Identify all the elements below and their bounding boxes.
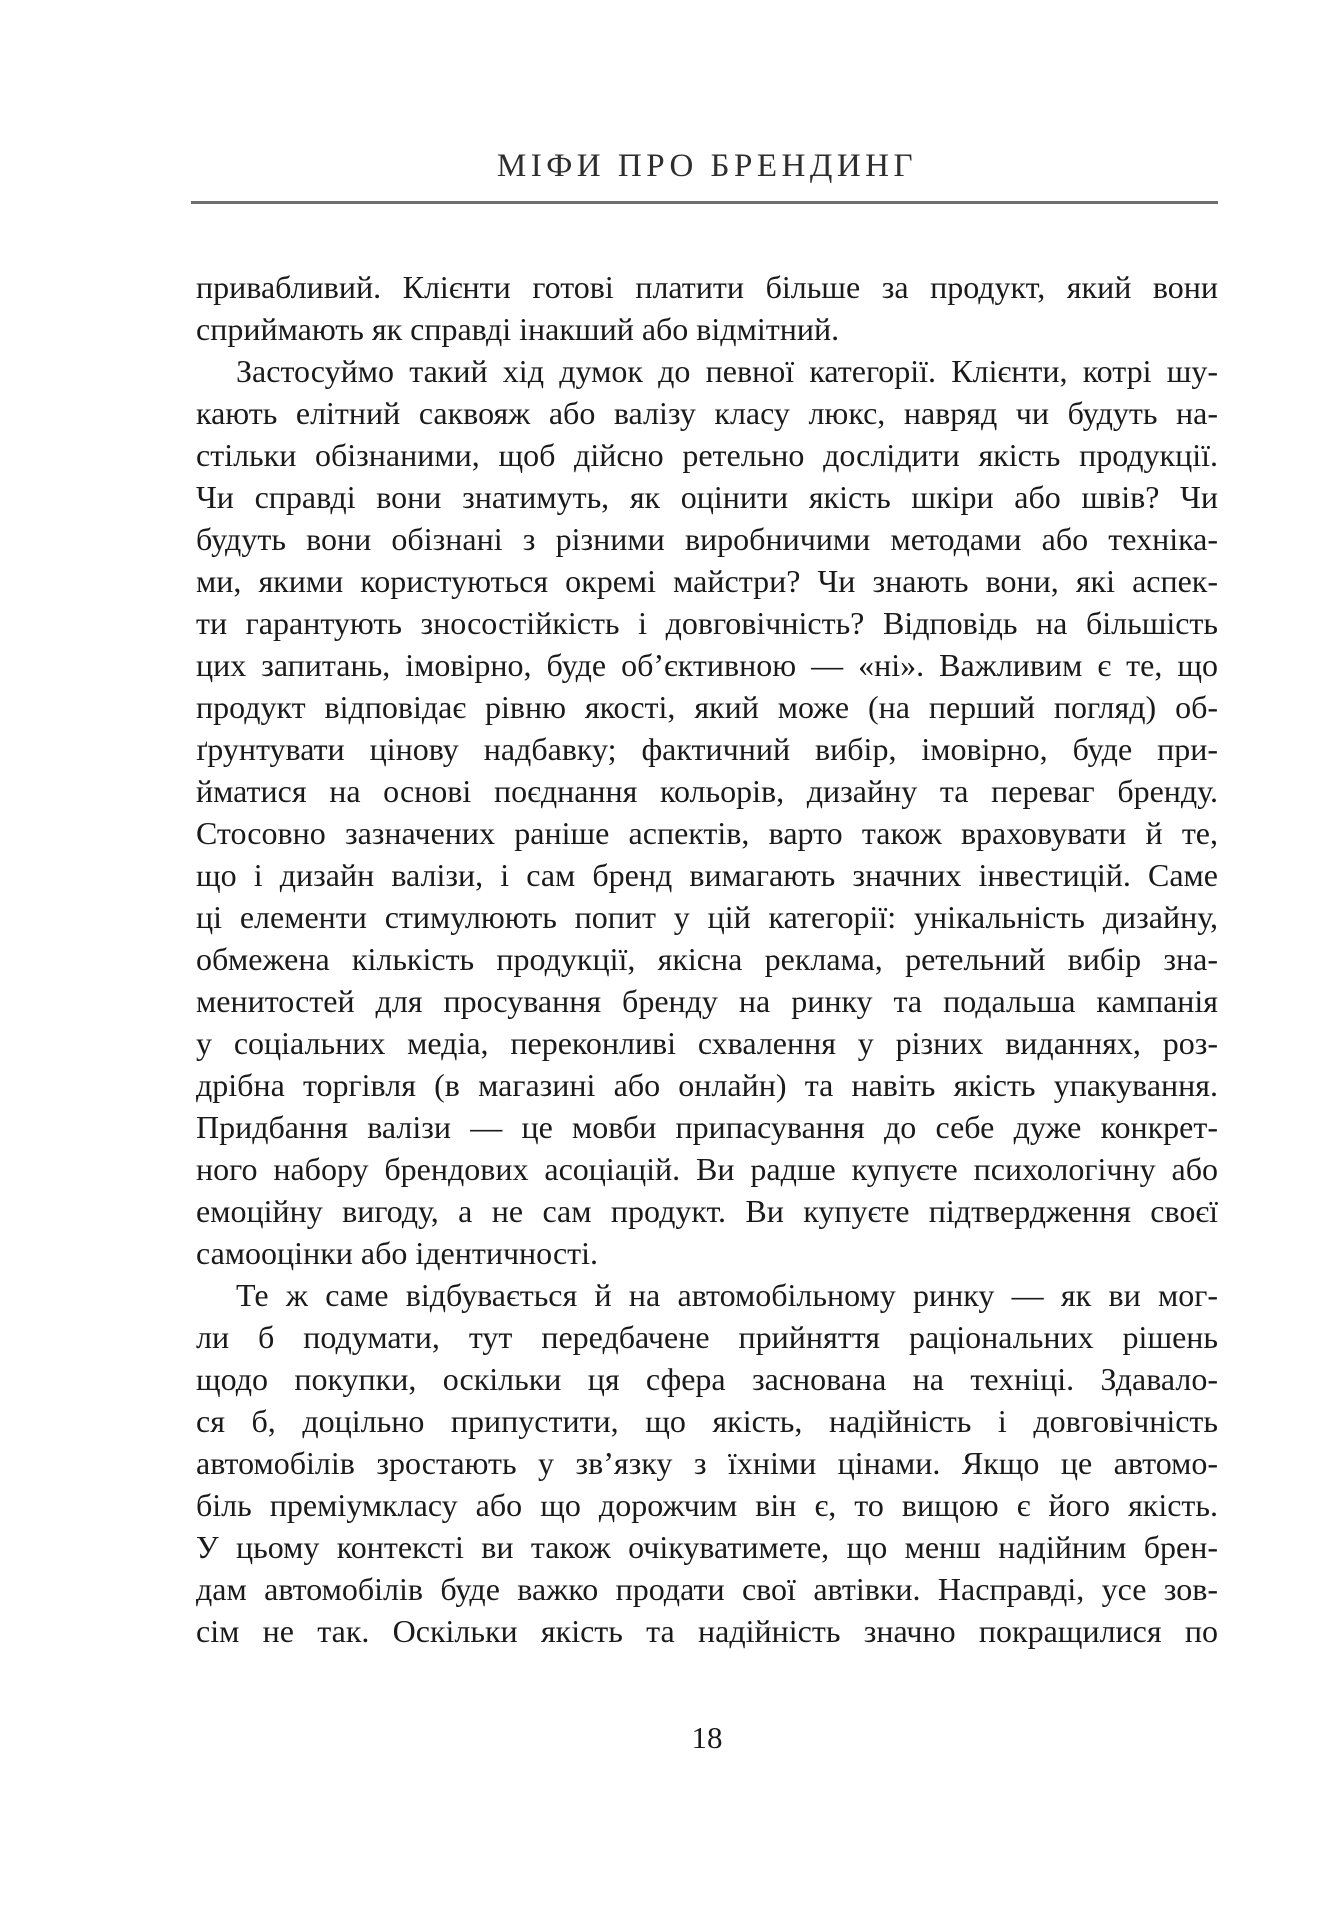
text-line: У цьому контексті ви також очікуватимете, що менш надійним брен- — [196, 1529, 1218, 1565]
text-line: кають елітний саквояж або валізу класу люкс, навряд чи будуть на- — [196, 395, 1218, 431]
text-line: сприймають як справді інакший або відмітний. — [196, 311, 840, 347]
text-line: ці елементи стимулюють попит у цій категорії: унікальність дизайну, — [196, 899, 1218, 935]
text-line: ного набору брендових асоціацій. Ви радше купуєте психологічну або — [196, 1151, 1218, 1187]
text-line: стільки обізнаними, щоб дійсно ретельно дослідити якість продукції. — [196, 437, 1218, 473]
page-body-text — [196, 266, 1218, 1652]
text-line: Те ж саме відбувається й на автомобільному ринку — як ви мог- — [236, 1277, 1218, 1313]
text-line: у соціальних медіа, переконливі схвалення у різних виданнях, роз- — [196, 1025, 1218, 1061]
text-line: щодо покупки, оскільки ця сфера заснована на техніці. Здавало- — [196, 1361, 1218, 1397]
text-line: цих запитань, імовірно, буде об’єктивною — «ні». Важливим є те, що — [196, 647, 1218, 683]
text-line: біль преміумкласу або що дорожчим він є, то вищою є його якість. — [196, 1487, 1218, 1523]
text-line: менитостей для просування бренду на ринку та подальша кампанія — [196, 983, 1218, 1019]
page-number: 18 — [691, 1720, 723, 1755]
paragraph — [196, 266, 1218, 350]
text-line: ти гарантують зносостійкість і довговічність? Відповідь на більшість — [196, 605, 1218, 641]
running-header-title: МІФИ ПРО БРЕНДИНГ — [496, 148, 918, 184]
text-line: Придбання валізи — це мовби припасування до себе дуже конкрет- — [196, 1109, 1218, 1145]
text-line: будуть вони обізнані з різними виробничими методами або техніка- — [196, 521, 1218, 557]
text-line: автомобілів зростають у зв’язку з їхніми цінами. Якщо це автомо- — [196, 1445, 1218, 1481]
text-line: дрібна торгівля (в магазині або онлайн) та навіть якість упакування. — [196, 1067, 1218, 1103]
text-line: ся б, доцільно припустити, що якість, надійність і довговічність — [196, 1403, 1218, 1439]
paragraph — [196, 350, 1218, 1274]
text-line: Застосуймо такий хід думок до певної категорії. Клієнти, котрі шу- — [236, 353, 1218, 389]
text-line: обмежена кількість продукції, якісна реклама, ретельний вибір зна- — [196, 941, 1218, 977]
text-line: самооцінки або ідентичності. — [196, 1235, 599, 1271]
text-line: дам автомобілів буде важко продати свої автівки. Насправді, усе зов- — [196, 1571, 1218, 1607]
text-line: ли б подумати, тут передбачене прийняття раціональних рішень — [196, 1319, 1218, 1355]
text-line: Стосовно зазначених раніше аспектів, варто також враховувати й те, — [196, 815, 1218, 851]
text-line: привабливий. Клієнти готові платити більше за продукт, який вони — [196, 269, 1218, 305]
text-line: продукт відповідає рівню якості, який може (на перший погляд) об- — [196, 689, 1218, 725]
text-line: ми, якими користуються окремі майстри? Чи знають вони, які аспек- — [196, 563, 1218, 599]
paragraph — [196, 1274, 1218, 1652]
text-line: сім не так. Оскільки якість та надійність значно покращилися по — [196, 1613, 1218, 1649]
text-line: йматися на основі поєднання кольорів, дизайну та переваг бренду. — [196, 773, 1218, 809]
text-line: що і дизайн валізи, і сам бренд вимагають значних інвестицій. Саме — [196, 857, 1218, 893]
text-line: Чи справді вони знатимуть, як оцінити якість шкіри або швів? Чи — [196, 479, 1218, 515]
text-line: ґрунтувати цінову надбавку; фактичний вибір, імовірно, буде при- — [196, 731, 1218, 767]
header-rule — [191, 201, 1218, 204]
text-line: емоційну вигоду, а не сам продукт. Ви купуєте підтвердження своєї — [196, 1193, 1218, 1229]
